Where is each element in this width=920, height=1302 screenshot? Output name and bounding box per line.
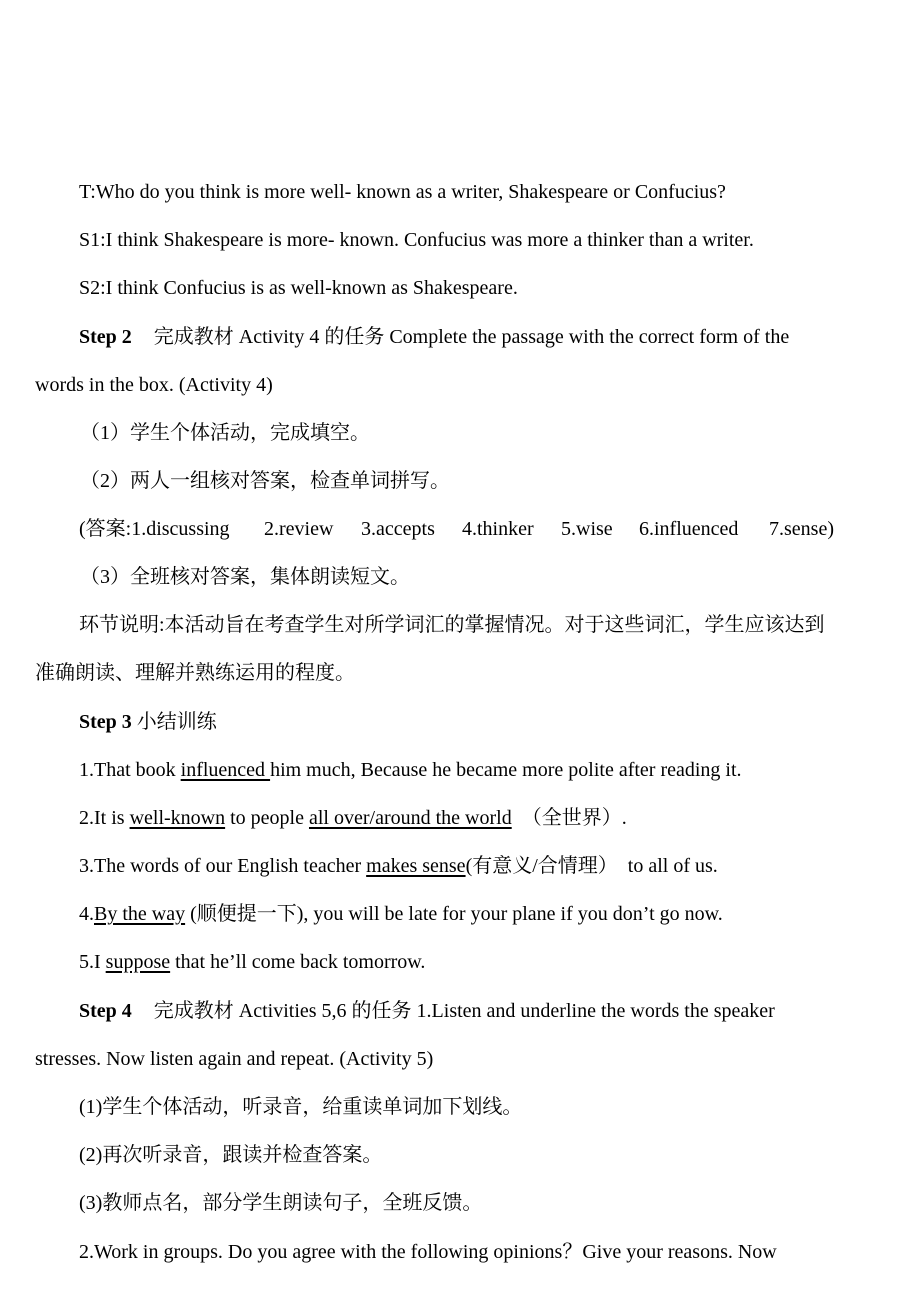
sentence-text: (有意义/合情理） to all of us. [465,855,718,877]
sentence-text: to people [225,807,309,829]
answer-3: 3.accepts [361,518,435,540]
answer-1: (答案:1.discussing [79,518,230,540]
step4-text-line2: stresses. Now listen again and repeat. (Activity 5) [35,1048,434,1070]
dialogue-teacher: T:Who do you think is more well- known as a writer, Shakespeare or Confucius? [79,181,726,203]
answer-6: 6.influenced [639,518,739,540]
step3-sentence-2 [79,806,627,830]
step4-label: Step 4 [79,1000,132,1022]
sentence-text: 3.The words of our English teacher [79,855,367,877]
underlined-answer: influenced [180,759,271,781]
dialogue-student-2: S2:I think Confucius is as well-known as Shakespeare. [79,277,518,299]
step2-item-2: （2）两人一组核对答案，检查单词拼写。 [80,470,450,492]
sentence-text: that he’ll come back tomorrow. [170,951,426,973]
dialogue-student-1: S1:I think Shakespeare is more- known. Confucius was more a thinker than a writer. [79,229,754,251]
step2-heading [79,325,789,349]
answer-7: 7.sense) [769,518,834,540]
underlined-answer: By the way [94,903,186,925]
sentence-text: 2.It is [79,807,130,829]
sentence-text: 5.I [79,951,106,973]
sentence-text: him much, Because he became more polite after reading it. [270,759,742,781]
step2-label: Step 2 [79,326,132,348]
sentence-text: 1.That book [79,759,181,781]
step4-heading [79,999,775,1023]
step2-text-line2: words in the box. (Activity 4) [35,374,273,396]
underlined-answer: suppose [105,951,171,973]
step2-note-line2: 准确朗读、理解并熟练运用的程度。 [35,662,355,684]
sentence-text: 4. [79,903,94,925]
underlined-answer: all over/around the world [308,807,512,829]
step2-item-3: （3）全班核对答案，集体朗读短文。 [80,566,410,588]
step3-sentence-1 [79,758,742,782]
step3-label: Step 3 [79,711,132,733]
answer-2: 2.review [264,518,334,540]
sentence-text: (顺便提一下), you will be late for your plane if you don’t go now. [185,903,723,925]
step3-sentence-3 [79,854,718,878]
step4-item-2: (2)再次听录音，跟读并检查答案。 [79,1144,383,1166]
step3-sentence-4 [79,902,723,926]
underlined-answer: makes sense [366,855,466,877]
step4-question-2: 2.Work in groups. Do you agree with the following opinions？Give your reasons. Now [79,1241,777,1263]
step4-item-1: (1)学生个体活动，听录音，给重读单词加下划线。 [79,1096,523,1118]
answer-5: 5.wise [561,518,613,540]
step3-title: 小结训练 [136,711,217,733]
answer-4: 4.thinker [462,518,534,540]
step4-text-line1: 完成教材 Activities 5,6 的任务 1.Listen and underline the words the speaker [153,1000,775,1022]
step2-text-line1: 完成教材 Activity 4 的任务 Complete the passage with the correct form of the [153,326,790,348]
step3-heading [79,710,217,734]
step4-item-3: (3)教师点名，部分学生朗读句子，全班反馈。 [79,1192,483,1214]
step2-item-1: （1）学生个体活动，完成填空。 [80,422,370,444]
underlined-answer: well-known [129,807,226,829]
step3-sentence-5 [79,950,425,974]
sentence-text: （全世界）. [511,807,627,829]
step2-note-line1: 环节说明:本活动旨在考查学生对所学词汇的掌握情况。对于这些词汇，学生应该达到 [79,614,825,636]
